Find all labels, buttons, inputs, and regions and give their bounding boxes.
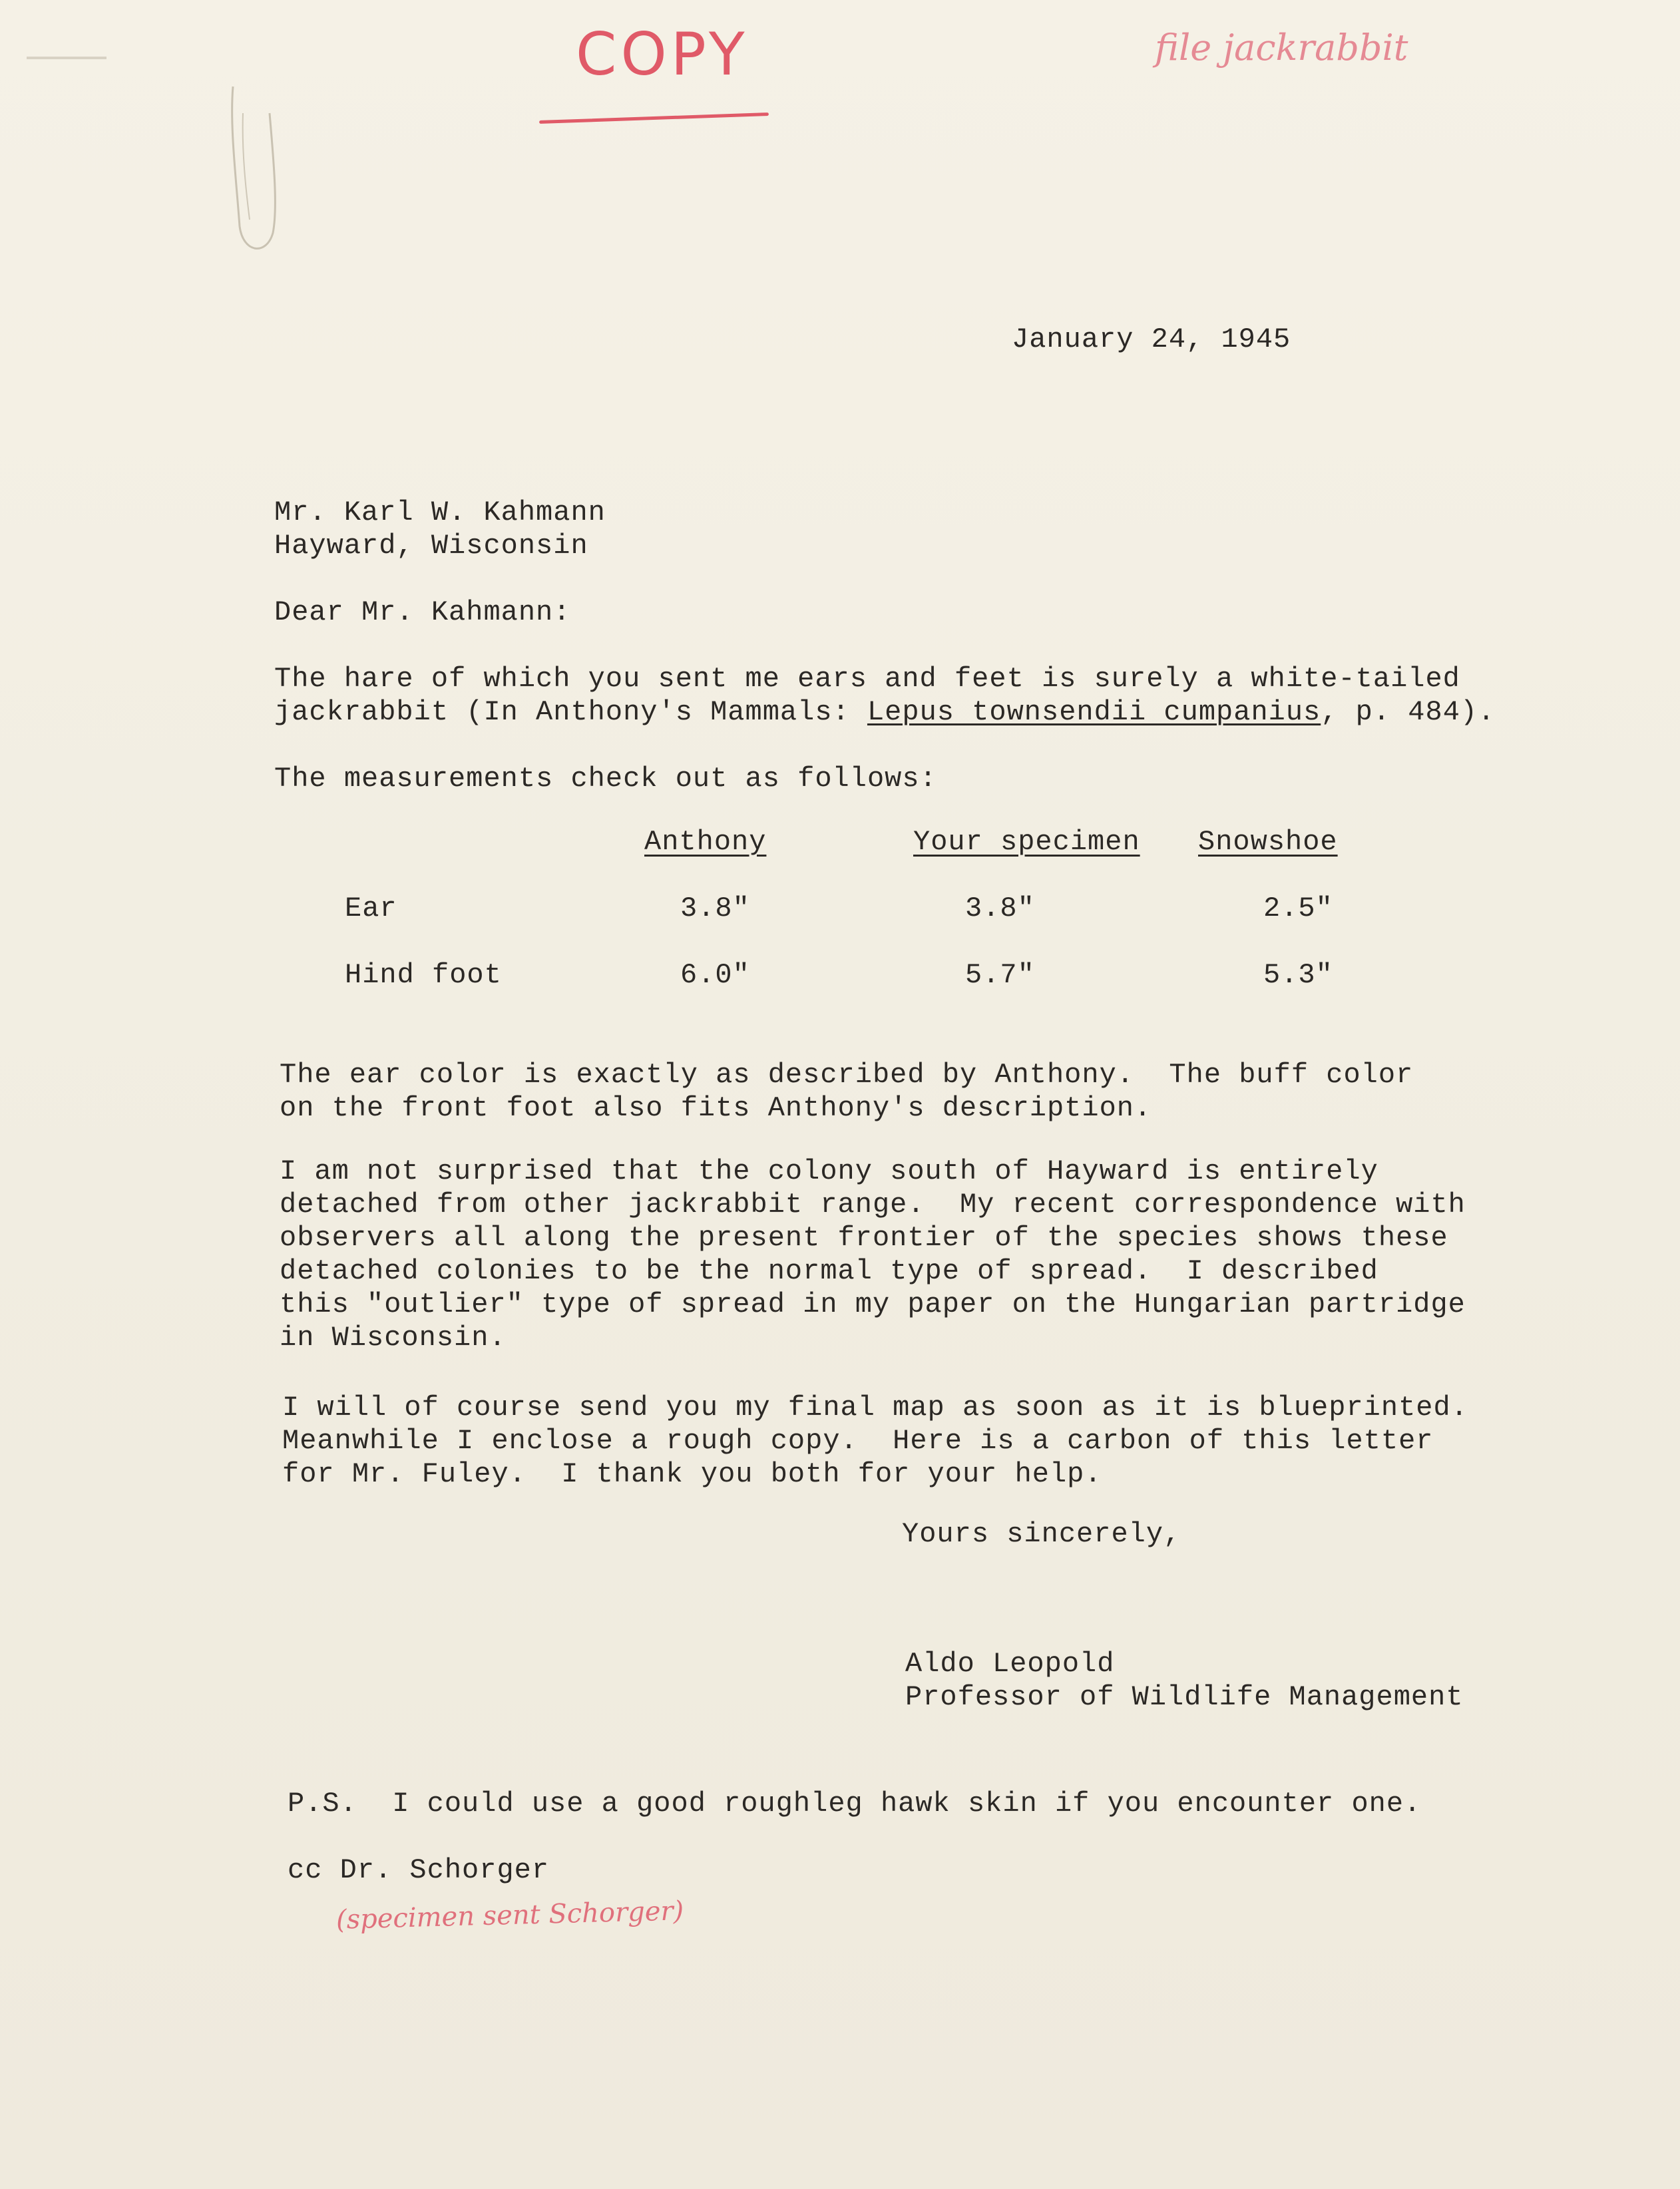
species-name: Lepus townsendii cumpanius [867,696,1321,728]
paragraph-5-line: for Mr. Fuley. I thank you both for your help. [282,1458,1102,1490]
citation-prefix: jackrabbit (In Anthony's Mammals: [274,696,867,728]
paragraph-5-line: I will of course send you my final map as soon as it is blueprinted. [282,1392,1468,1424]
column-header-your-specimen: Your specimen [913,826,1140,858]
paragraph-5-line: Meanwhile I enclose a rough copy. Here is a carbon of this letter [282,1425,1434,1457]
ear-anthony-value: 3.8" [680,893,750,924]
postscript: P.S. I could use a good roughleg hawk skin if you encounter one. [288,1788,1422,1820]
hind-foot-specimen-value: 5.7" [965,959,1035,991]
paragraph-4-line: this "outlier" type of spread in my paper on the Hungarian partridge [280,1289,1466,1320]
paragraph-2: The measurements check out as follows: [274,763,937,795]
carbon-copy-line: cc Dr. Schorger [288,1854,550,1886]
copy-underline [539,112,769,124]
paragraph-4 [280,1155,1466,1354]
copy-annotation: COPY [576,20,749,89]
signer-name: Aldo Leopold [905,1648,1115,1680]
file-annotation: file jackrabbit [1155,27,1408,69]
paperclip-mark [220,73,300,273]
signer-title: Professor of Wildlife Management [905,1681,1464,1713]
citation-suffix: , p. 484). [1321,696,1496,728]
salutation: Dear Mr. Kahmann: [274,596,571,628]
ear-snowshoe-value: 2.5" [1263,893,1333,924]
column-header-snowshoe: Snowshoe [1198,826,1338,858]
column-header-anthony: Anthony [644,826,767,858]
paragraph-1-line-2 [274,696,1495,729]
closing: Yours sincerely, [902,1518,1181,1550]
paragraph-4-line: in Wisconsin. [280,1322,507,1354]
row-label-hind-foot: Hind foot [345,959,502,991]
recipient-city: Hayward, Wisconsin [274,530,588,562]
row-label-ear: Ear [345,893,397,924]
paragraph-4-line: detached colonies to be the normal type of spread. I described [280,1255,1378,1287]
letter-date: January 24, 1945 [1012,323,1291,355]
paragraph-3-line: on the front foot also fits Anthony's description. [280,1092,1152,1124]
ear-specimen-value: 3.8" [965,893,1035,924]
paragraph-1-line-1: The hare of which you sent me ears and feet is surely a white-tailed [274,663,1460,695]
paragraph-4-line: I am not surprised that the colony south of Hayward is entirely [280,1155,1378,1187]
paragraph-3-line: The ear color is exactly as described by Anthony. The buff color [280,1059,1414,1091]
paragraph-4-line: detached from other jackrabbit range. My recent correspondence with [280,1189,1466,1221]
paragraph-4-line: observers all along the present frontier of the species shows these [280,1222,1448,1254]
paragraph-5 [282,1391,1468,1491]
specimen-annotation: (specimen sent Schorger) [335,1895,684,1935]
recipient-name: Mr. Karl W. Kahmann [274,497,606,528]
top-left-smudge [27,57,106,59]
paragraph-3 [280,1058,1413,1125]
hind-foot-anthony-value: 6.0" [680,959,750,991]
hind-foot-snowshoe-value: 5.3" [1263,959,1333,991]
